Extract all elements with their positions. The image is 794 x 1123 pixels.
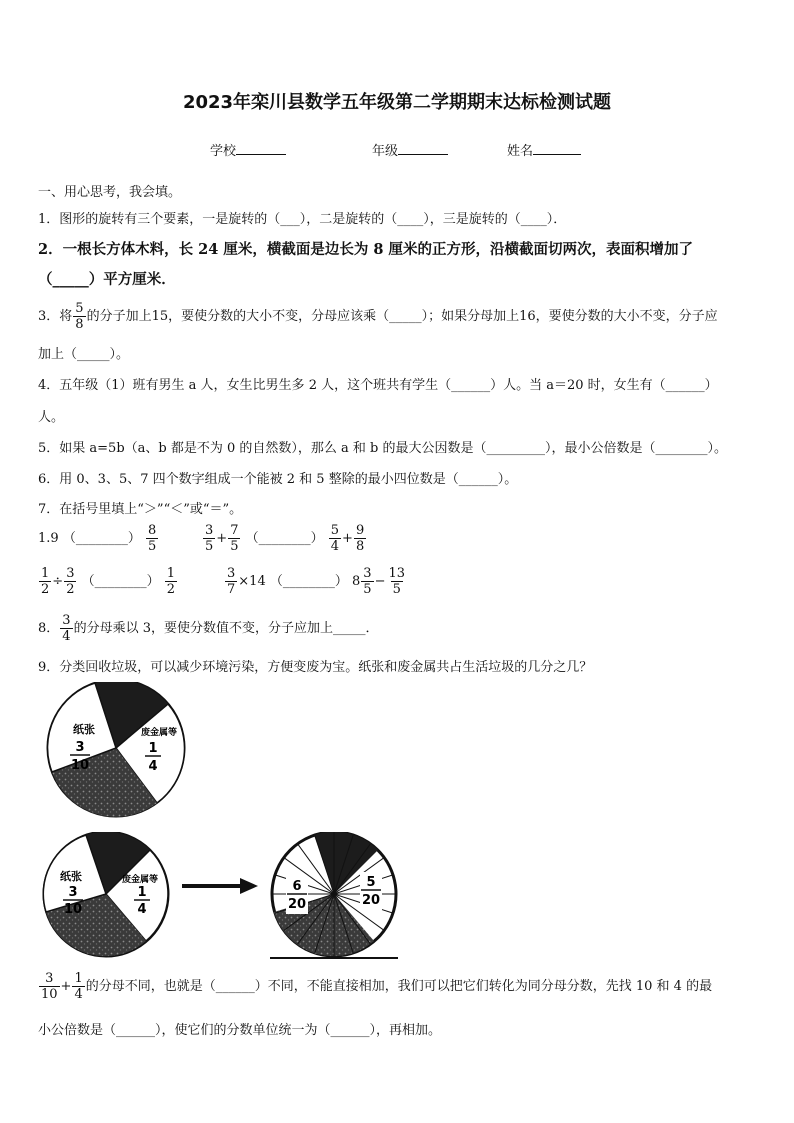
answer-blank[interactable]: （________） <box>245 531 324 546</box>
question-6: 6．用 0、3、5、7 四个数字组成一个能被 2 和 5 整除的最小四位数是（______）。 <box>38 472 518 487</box>
svg-text:1: 1 <box>148 741 158 756</box>
question-9-line2: 小公倍数是（______），使它们的分数单位统一为（______），再相加。 <box>38 1023 442 1038</box>
pie-label-metal: 废金属等 <box>141 728 178 738</box>
section-heading: 一、用心思考，我会填。 <box>38 185 182 200</box>
question-5: 5．如果 a=5b（a、b 都是不为 0 的自然数），那么 a 和 b 的最大公因数是（_________），最小公倍数是（________）。 <box>38 441 727 456</box>
q7-item-3: $\frac{1}{2}$ ÷ $\frac{3}{2}$ （________） $\frac{1}{2}$ <box>41 566 176 597</box>
name-field[interactable] <box>507 140 581 159</box>
svg-text:1: 1 <box>137 885 147 900</box>
right-arrow-icon <box>180 876 260 896</box>
svg-text:3: 3 <box>75 740 85 755</box>
svg-text:3: 3 <box>68 885 78 900</box>
question-2-line1: 2．一根长方体木料，长 24 厘米，横截面是边长为 8 厘米的正方形，沿横截面切两次，表面积增加了 <box>38 241 694 258</box>
pie-chart-bottom-left <box>38 832 178 962</box>
svg-text:4: 4 <box>148 759 158 774</box>
school-label: 学校 <box>210 144 237 159</box>
school-field[interactable] <box>210 140 286 159</box>
pie3-right-denominator: 20 <box>361 893 381 908</box>
question-7-stem: 7．在括号里填上“＞”“＜”或“＝”。 <box>38 502 243 517</box>
q3-text: 的分子加上15，要使分数的大小不变，分母应该乘（_____）；如果分母加上16，要使分数的大小不变，分子应 <box>86 309 718 324</box>
answer-blank[interactable]: （________） <box>81 574 160 589</box>
q3-prefix: 3．将 <box>38 309 73 324</box>
question-3-line1 <box>38 302 718 331</box>
question-9-line1: $\frac{3}{10}$ + $\frac{1}{4}$ 的分母不同，也就是（______）不同，不能直接相加，我们可以把它们转化为同分母分数，先找 10 和 4 的最 <box>41 971 713 1002</box>
q3-fraction: $\frac{5}{8}$ <box>75 301 84 332</box>
name-label: 姓名 <box>507 144 534 159</box>
answer-blank[interactable]: （________） <box>62 531 141 546</box>
question-9-stem: 9．分类回收垃圾，可以减少环境污染，方便变废为宝。纸张和废金属共占生活垃圾的几分之几？ <box>38 660 593 675</box>
question-1: 1．图形的旋转有三个要素，一是旋转的（___），二是旋转的（____），三是旋转的（____）． <box>38 212 567 227</box>
pie-chart-20-parts <box>266 832 406 967</box>
svg-text:10: 10 <box>63 902 83 917</box>
svg-text:纸张: 纸张 <box>60 870 82 883</box>
q7-item-1: 1.9 （________） $\frac{8}{5}$ <box>38 523 157 554</box>
question-4-line1: 4．五年级（1）班有男生 a 人，女生比男生多 2 人，这个班共有学生（______）人。当 a＝20 时，女生有（______） <box>38 378 718 393</box>
page-title: 2023年栾川县数学五年级第二学期期末达标检测试题 <box>182 92 612 113</box>
pie-chart-top <box>40 682 200 822</box>
question-8: 8． $\frac{3}{4}$ 的分母乘以 3，要使分数值不变，分子应加上_____． <box>38 613 379 644</box>
q7-item-2: $\frac{3}{5}$ + $\frac{7}{5}$ （________） $\frac{5}{4}$ + $\frac{9}{8}$ <box>205 523 365 554</box>
q7-item-4: $\frac{3}{7}$ ×14 （________） 8 $\frac{3}{5}$ − $\frac{13}{5}$ <box>227 566 406 597</box>
svg-text:10: 10 <box>70 758 90 773</box>
answer-blank[interactable]: （________） <box>269 574 348 589</box>
question-2-line2: （_____）平方厘米． <box>38 271 176 288</box>
pie-label-paper: 纸张 <box>73 723 95 736</box>
grade-label: 年级 <box>372 144 399 159</box>
pie3-left-denominator: 20 <box>287 897 307 912</box>
question-4-line2: 人。 <box>38 410 65 425</box>
pie3-left-numerator: 6 <box>292 879 302 894</box>
svg-text:4: 4 <box>137 902 147 917</box>
svg-text:废金属等: 废金属等 <box>122 875 159 885</box>
pie3-right-numerator: 5 <box>366 875 376 890</box>
question-3-line2: 加上（_____）。 <box>38 347 130 362</box>
grade-field[interactable] <box>372 140 448 159</box>
